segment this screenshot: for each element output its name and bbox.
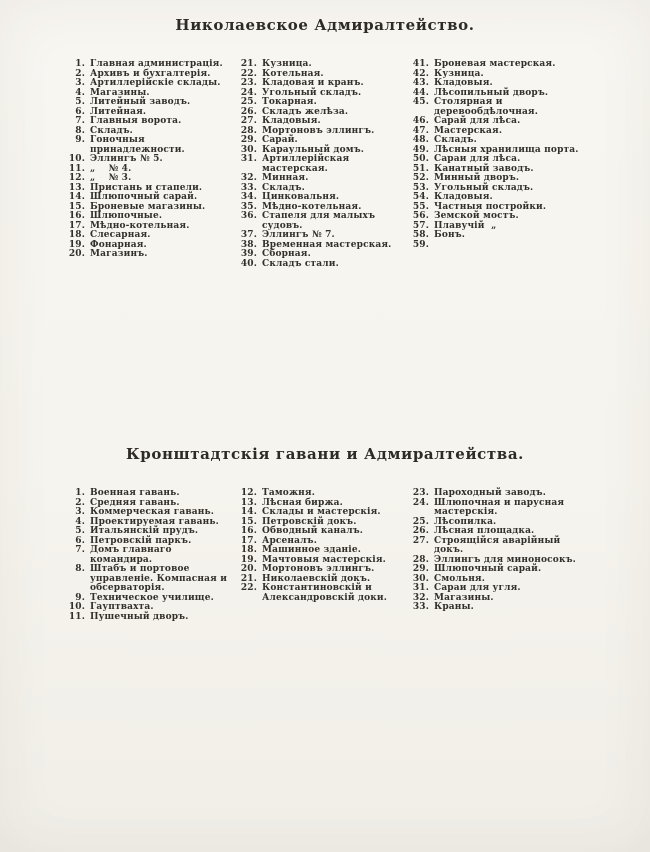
item-number: 18.	[240, 545, 257, 555]
item-number: 45.	[412, 97, 429, 107]
item-label: Мѣдно-котельная.	[90, 220, 190, 231]
item-number: 14.	[68, 192, 85, 202]
item-number: 22.	[240, 583, 257, 593]
columns-container	[67, 489, 583, 622]
item-number: 11.	[68, 163, 85, 174]
list-item	[411, 603, 583, 613]
item-label: Проектируемая гавань.	[90, 516, 219, 527]
item-label: Фонарная.	[90, 239, 147, 250]
item-label: Литейный заводъ.	[90, 97, 191, 107]
item-label: Средняя гавань.	[90, 497, 180, 508]
item-number: 7.	[75, 116, 85, 126]
item-number: 13.	[68, 182, 85, 193]
item-number: 27.	[240, 116, 257, 126]
item-number: 20.	[68, 249, 85, 259]
item-label: Минный дворъ.	[434, 173, 520, 183]
item-number: 2.	[75, 68, 85, 79]
item-label: Броневые магазины.	[90, 201, 206, 212]
item-label: Магазинъ.	[90, 249, 148, 259]
item-number: 25.	[412, 516, 429, 527]
item-label: Таможня.	[262, 488, 316, 498]
item-label	[434, 241, 583, 251]
item-label: Складъ.	[90, 125, 133, 136]
list-item	[67, 546, 239, 565]
item-label: „ № 3.	[90, 173, 132, 183]
item-number: 3.	[75, 78, 85, 88]
item-label: Мортоновъ эллингъ.	[262, 564, 375, 574]
section-title: Кронштадтскія гавани и Адмиралтейства.	[126, 445, 524, 463]
item-label: Канатный заводъ.	[434, 163, 534, 174]
item-label: Смольня.	[434, 573, 486, 584]
item-number: 30.	[412, 573, 429, 584]
item-number: 27.	[412, 535, 429, 546]
item-number: 1.	[75, 488, 85, 498]
item-number: 17.	[240, 535, 257, 546]
item-label: Сарай.	[262, 135, 298, 145]
item-number: 31.	[240, 154, 257, 164]
item-number: 15.	[240, 516, 257, 527]
item-label: Караульный домъ.	[262, 144, 365, 155]
list-item	[411, 231, 583, 241]
item-number: 33.	[412, 602, 429, 612]
item-number: 25.	[240, 97, 257, 107]
item-number: 58.	[412, 230, 429, 240]
item-label: Магазины.	[434, 592, 494, 603]
item-label: Обводный каналъ.	[262, 526, 364, 536]
item-label: Магазины.	[90, 87, 150, 98]
list-item	[67, 565, 239, 594]
item-label: Токарная.	[262, 97, 317, 107]
item-number: 42.	[412, 68, 429, 79]
item-number: 17.	[68, 220, 85, 231]
section-kronstadt-harbors	[0, 445, 650, 622]
list-item	[67, 613, 239, 623]
item-label: Слесарная.	[90, 230, 151, 240]
item-number: 16.	[240, 526, 257, 536]
item-label: Мастерская.	[434, 125, 503, 136]
item-label: Константиновскій и Александровскій доки.	[262, 583, 388, 603]
item-label: Эллингъ № 7.	[262, 230, 335, 240]
item-label: Артиллерійскіе склады.	[90, 78, 221, 88]
item-number: 24.	[412, 497, 429, 508]
item-number: 38.	[240, 239, 257, 250]
item-number: 33.	[240, 182, 257, 193]
item-label: Итальянскій прудъ.	[90, 526, 199, 536]
item-number: 7.	[75, 545, 85, 555]
list-column	[411, 489, 583, 613]
item-number: 32.	[240, 173, 257, 183]
item-number: 43.	[412, 78, 429, 88]
item-label: Шлюпочная и парусная мастерскія.	[434, 497, 565, 517]
item-number: 15.	[68, 201, 85, 212]
item-number: 36.	[240, 211, 257, 221]
item-label: Пристань и стапели.	[90, 182, 203, 193]
item-number: 59.	[412, 239, 429, 250]
item-label: Кладовая и кранъ.	[262, 78, 364, 88]
item-number: 12.	[240, 488, 257, 498]
item-number: 16.	[68, 211, 85, 221]
item-number: 48.	[412, 135, 429, 145]
item-number: 14.	[240, 507, 257, 517]
item-label: „ № 4.	[90, 163, 132, 174]
item-number: 41.	[412, 59, 429, 69]
item-number: 32.	[412, 592, 429, 603]
item-number: 21.	[240, 59, 257, 69]
list-item	[411, 499, 583, 518]
item-number: 8.	[75, 564, 85, 574]
item-number: 52.	[412, 173, 429, 183]
item-number: 19.	[68, 239, 85, 250]
item-number: 30.	[240, 144, 257, 155]
item-label: Сарай для лѣса.	[434, 116, 521, 126]
list-item	[67, 136, 239, 155]
item-label: Временная мастерская.	[262, 239, 392, 250]
item-label: Минная.	[262, 173, 309, 183]
item-label: Эллингъ для миноносокъ.	[434, 554, 576, 565]
item-number: 20.	[240, 564, 257, 574]
item-number: 10.	[68, 602, 85, 612]
list-item	[67, 250, 239, 260]
item-label: Домъ главнаго командира.	[90, 545, 172, 565]
item-number: 6.	[75, 535, 85, 546]
item-label: Главныя ворота.	[90, 116, 182, 126]
item-label: Главная администрація.	[90, 59, 223, 69]
item-label: Кладовыя.	[434, 78, 493, 88]
item-label: Гоночныя принадлежности.	[90, 135, 185, 155]
item-label: Лѣсопилка.	[434, 516, 497, 527]
item-label: Артиллерійская мастерская.	[262, 154, 350, 174]
item-number: 56.	[412, 211, 429, 221]
list-item	[411, 537, 583, 556]
item-number: 37.	[240, 230, 257, 240]
item-label: Краны.	[434, 602, 474, 612]
item-label: Штабъ и портовое управленіе. Компасная и обсерваторія.	[90, 564, 228, 593]
item-number: 57.	[412, 220, 429, 231]
item-number: 22.	[240, 68, 257, 79]
item-label: Коммерческая гавань.	[90, 507, 215, 517]
item-label: Склады и мастерскія.	[262, 507, 381, 517]
item-label: Кузница.	[434, 68, 484, 79]
item-number: 3.	[75, 507, 85, 517]
item-number: 47.	[412, 125, 429, 136]
item-label: Шлюпочный сарай.	[434, 564, 542, 574]
item-label: Арсеналъ.	[262, 535, 317, 546]
item-number: 9.	[75, 135, 85, 145]
item-label: Стапеля для малыхъ судовъ.	[262, 211, 376, 231]
item-number: 8.	[75, 125, 85, 136]
item-label: Мортоновъ эллингъ.	[262, 125, 375, 136]
item-label: Лѣсопильный дворъ.	[434, 87, 549, 98]
item-label: Частныя постройки.	[434, 201, 547, 212]
item-label: Кладовыя.	[434, 192, 493, 202]
list-column	[239, 60, 411, 269]
item-number: 21.	[240, 573, 257, 584]
item-number: 4.	[75, 516, 85, 527]
section-title: Николаевское Адмиралтейство.	[175, 16, 475, 34]
item-number: 2.	[75, 497, 85, 508]
item-number: 54.	[412, 192, 429, 202]
item-number: 26.	[240, 106, 257, 117]
item-number: 12.	[68, 173, 85, 183]
item-label: Шлюпочный сарай.	[90, 192, 198, 202]
item-label: Лѣсныя хранилища порта.	[434, 144, 579, 155]
item-label: Броневая мастерская.	[434, 59, 556, 69]
item-number: 5.	[75, 526, 85, 536]
item-label: Столярная и деревообдѣлочная.	[434, 97, 539, 117]
item-label: Земской мостъ.	[434, 211, 519, 221]
item-label: Сараи для угля.	[434, 583, 521, 593]
item-number: 53.	[412, 182, 429, 193]
item-number: 55.	[412, 201, 429, 212]
item-label: Складъ.	[262, 182, 305, 193]
item-label: Пароходный заводъ.	[434, 488, 546, 498]
item-label: Складъ желѣза.	[262, 106, 349, 117]
list-item	[239, 260, 411, 270]
item-label: Николаевскій докъ.	[262, 573, 371, 584]
item-label: Лѣсная площадка.	[434, 526, 535, 536]
item-number: 18.	[68, 230, 85, 240]
item-number: 31.	[412, 583, 429, 593]
list-column	[67, 60, 239, 260]
item-number: 19.	[240, 554, 257, 565]
item-label: Цинковальня.	[262, 192, 340, 202]
section-nikolaev-admiralty	[0, 16, 650, 269]
item-number: 29.	[240, 135, 257, 145]
item-label: Архивъ и бухгалтерія.	[90, 68, 211, 79]
item-label: Угольный складъ.	[262, 87, 362, 98]
item-number: 34.	[240, 192, 257, 202]
item-label: Плавучій „	[434, 220, 497, 231]
item-number: 44.	[412, 87, 429, 98]
item-number: 51.	[412, 163, 429, 174]
item-number: 39.	[240, 249, 257, 259]
item-label: Гауптвахта.	[90, 602, 154, 612]
item-number: 1.	[75, 59, 85, 69]
item-label: Складъ стали.	[262, 258, 339, 269]
item-label: Литейная.	[90, 106, 147, 117]
item-number: 40.	[240, 258, 257, 269]
item-label: Эллингъ № 5.	[90, 154, 163, 164]
item-label: Машинное зданіе.	[262, 545, 362, 555]
item-number: 23.	[412, 488, 429, 498]
item-number: 50.	[412, 154, 429, 164]
item-number: 46.	[412, 116, 429, 126]
list-item	[239, 212, 411, 231]
list-column	[239, 489, 411, 603]
item-label: Котельная.	[262, 68, 324, 79]
item-label: Петровскій паркъ.	[90, 535, 192, 546]
item-number: 6.	[75, 106, 85, 117]
list-item	[411, 98, 583, 117]
item-label: Шлюпочные.	[90, 211, 163, 221]
item-label: Сараи для лѣса.	[434, 154, 521, 164]
item-label: Кладовыя.	[262, 116, 321, 126]
item-number: 49.	[412, 144, 429, 155]
item-number: 5.	[75, 97, 85, 107]
columns-container	[67, 60, 583, 269]
list-item	[239, 155, 411, 174]
item-label: Военная гавань.	[90, 488, 180, 498]
item-label: Сборная.	[262, 249, 311, 259]
item-label: Петровскій докъ.	[262, 516, 357, 527]
item-number: 24.	[240, 87, 257, 98]
item-number: 28.	[240, 125, 257, 136]
item-label: Складъ.	[434, 135, 477, 145]
item-number: 4.	[75, 87, 85, 98]
item-label: Строящійся аварійный докъ.	[434, 535, 561, 555]
list-item	[411, 241, 583, 251]
item-label: Мачтовыя мастерскія.	[262, 554, 386, 565]
item-label: Техническое училище.	[90, 592, 214, 603]
item-label: Мѣдно-котельная.	[262, 201, 362, 212]
item-number: 11.	[68, 611, 85, 622]
item-number: 9.	[75, 592, 85, 603]
item-label: Бонъ.	[434, 230, 466, 240]
item-number: 29.	[412, 564, 429, 574]
item-number: 28.	[412, 554, 429, 565]
item-label: Пушечный дворъ.	[90, 611, 189, 622]
item-number: 23.	[240, 78, 257, 88]
list-column	[411, 60, 583, 250]
list-column	[67, 489, 239, 622]
item-number: 26.	[412, 526, 429, 536]
list-item	[239, 584, 411, 603]
item-number: 10.	[68, 154, 85, 164]
item-number: 35.	[240, 201, 257, 212]
item-label: Угольный складъ.	[434, 182, 534, 193]
item-label: Лѣсная биржа.	[262, 497, 343, 508]
item-label: Кузница.	[262, 59, 312, 69]
item-number: 13.	[240, 497, 257, 508]
